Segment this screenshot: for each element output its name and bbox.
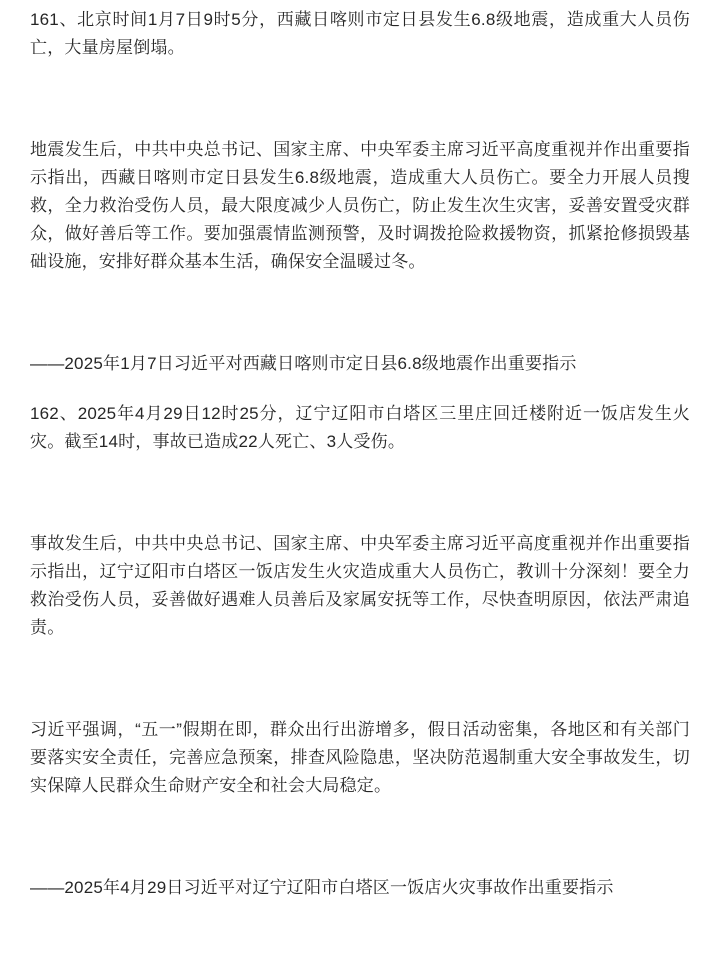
- paragraph: 162、2025年4月29日12时25分，辽宁辽阳市白塔区三里庄回迁楼附近一饭店发生火灾。截至14时，事故已造成22人死亡、3人受伤。: [30, 404, 690, 451]
- paragraph: 地震发生后，中共中央总书记、国家主席、中央军委主席习近平高度重视并作出重要指示指出，西藏日喀则市定日县发生6.8级地震，造成重大人员伤亡。要全力开展人员搜救，全力救治受伤人员，最大限度减少人员伤亡，防止发生次生灾害，妥善安置受灾群众，做好善后等工作。要加强震情监测预警，及时调拨抢险救援物资，抓紧抢修损毁基础设施，安排好群众基本生活，确保安全温暖过冬。: [30, 140, 690, 271]
- paragraph: 事故发生后，中共中央总书记、国家主席、中央军委主席习近平高度重视并作出重要指示指出，辽宁辽阳市白塔区一饭店发生火灾造成重大人员伤亡，教训十分深刻！要全力救治受伤人员，妥善做好遇难人员善后及家属安抚等工作，尽快查明原因，依法严肃追责。: [30, 534, 690, 637]
- paragraph: 习近平强调，“五一”假期在即，群众出行出游增多，假日活动密集，各地区和有关部门要落实安全责任，完善应急预案，排查风险隐患，坚决防范遏制重大安全事故发生，切实保障人民群众生命财产安全和社会大局稳定。: [30, 720, 690, 795]
- paragraph: ——2025年1月7日习近平对西藏日喀则市定日县6.8级地震作出重要指示: [30, 354, 577, 373]
- document-body: [30, 6, 690, 902]
- paragraph: 161、北京时间1月7日9时5分，西藏日喀则市定日县发生6.8级地震，造成重大人员伤亡，大量房屋倒塌。: [30, 10, 690, 57]
- paragraph: ——2025年4月29日习近平对辽宁辽阳市白塔区一饭店火灾事故作出重要指示: [30, 878, 614, 897]
